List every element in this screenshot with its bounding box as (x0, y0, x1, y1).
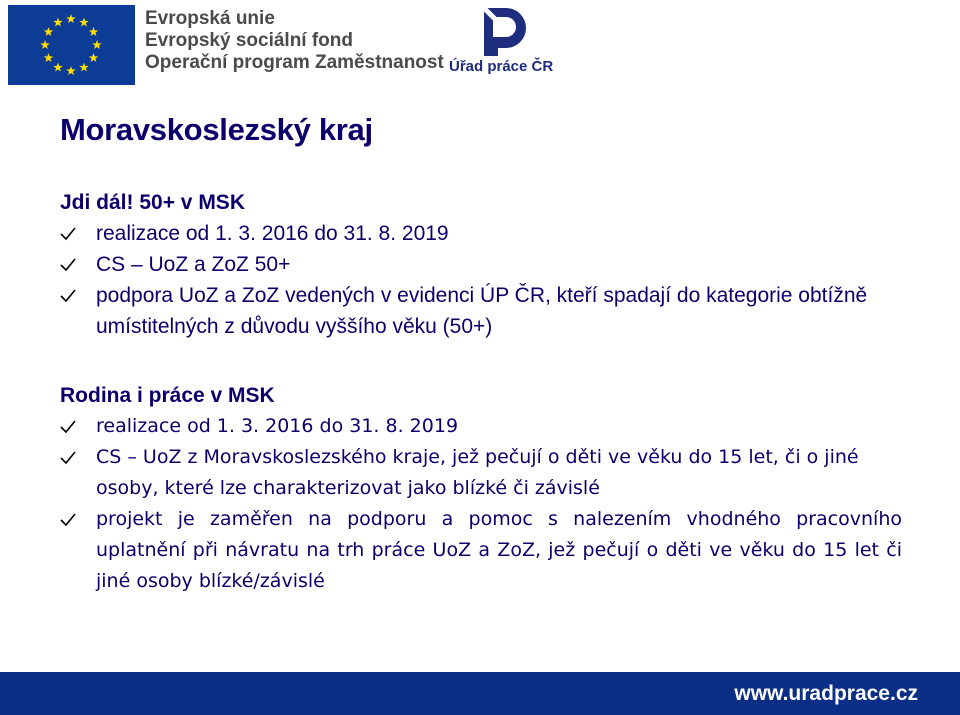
checkmark-icon (60, 218, 82, 249)
checkmark-icon (60, 442, 82, 473)
list-item (60, 280, 920, 342)
section-jdi-dal (60, 188, 920, 342)
section-heading: Jdi dál! 50+ v MSK (60, 191, 245, 214)
list-item (60, 218, 920, 249)
list-item-text: projekt je zaměřen na podporu a pomoc s nalezením vhodného pracovního uplatnění při návratu na trh práce UoZ a ZoZ, jež pečují o děti ve věku do 15 let či jiné osoby blízké/závislé (96, 508, 902, 592)
list-item (60, 504, 902, 597)
section-rodina-i-prace (60, 380, 902, 597)
checkmark-icon (60, 280, 82, 311)
checkmark-icon (60, 504, 82, 535)
footer-url-link[interactable]: www.uradprace.cz (734, 682, 918, 705)
eu-flag-logo (8, 5, 135, 85)
eu-line-2: Evropský sociální fond (145, 30, 353, 51)
page-title: Moravskoslezský kraj (60, 112, 373, 147)
list-item-text: realizace od 1. 3. 2016 do 31. 8. 2019 (96, 222, 449, 245)
list-item-text: realizace od 1. 3. 2016 do 31. 8. 2019 (96, 415, 459, 437)
eu-program-text (145, 8, 444, 74)
urad-prace-logo (480, 4, 530, 56)
eu-line-3: Operační program Zaměstnanost (145, 52, 444, 73)
eu-flag-icon (8, 5, 135, 85)
section-heading: Rodina i práce v MSK (60, 384, 275, 407)
urad-prace-label: Úřad práce ČR (449, 58, 554, 75)
list-item (60, 442, 902, 504)
list-item-text: CS – UoZ a ZoZ 50+ (96, 253, 291, 276)
checkmark-icon (60, 249, 82, 280)
list-item (60, 249, 920, 280)
urad-prace-logo-icon (480, 4, 530, 56)
list-item-text: podpora UoZ a ZoZ vedených v evidenci ÚP ČR, kteří spadají do kategorie obtížně umístitelných z důvodu vyššího věku (50+) (96, 284, 868, 338)
footer-bar (0, 672, 960, 715)
eu-line-1: Evropská unie (145, 8, 275, 29)
list-item (60, 411, 902, 442)
checkmark-icon (60, 411, 82, 442)
list-item-text: CS – UoZ z Moravskoslezského kraje, jež pečují o děti ve věku do 15 let, či o jiné osoby, které lze charakterizovat jako blízké či závislé (96, 446, 859, 499)
